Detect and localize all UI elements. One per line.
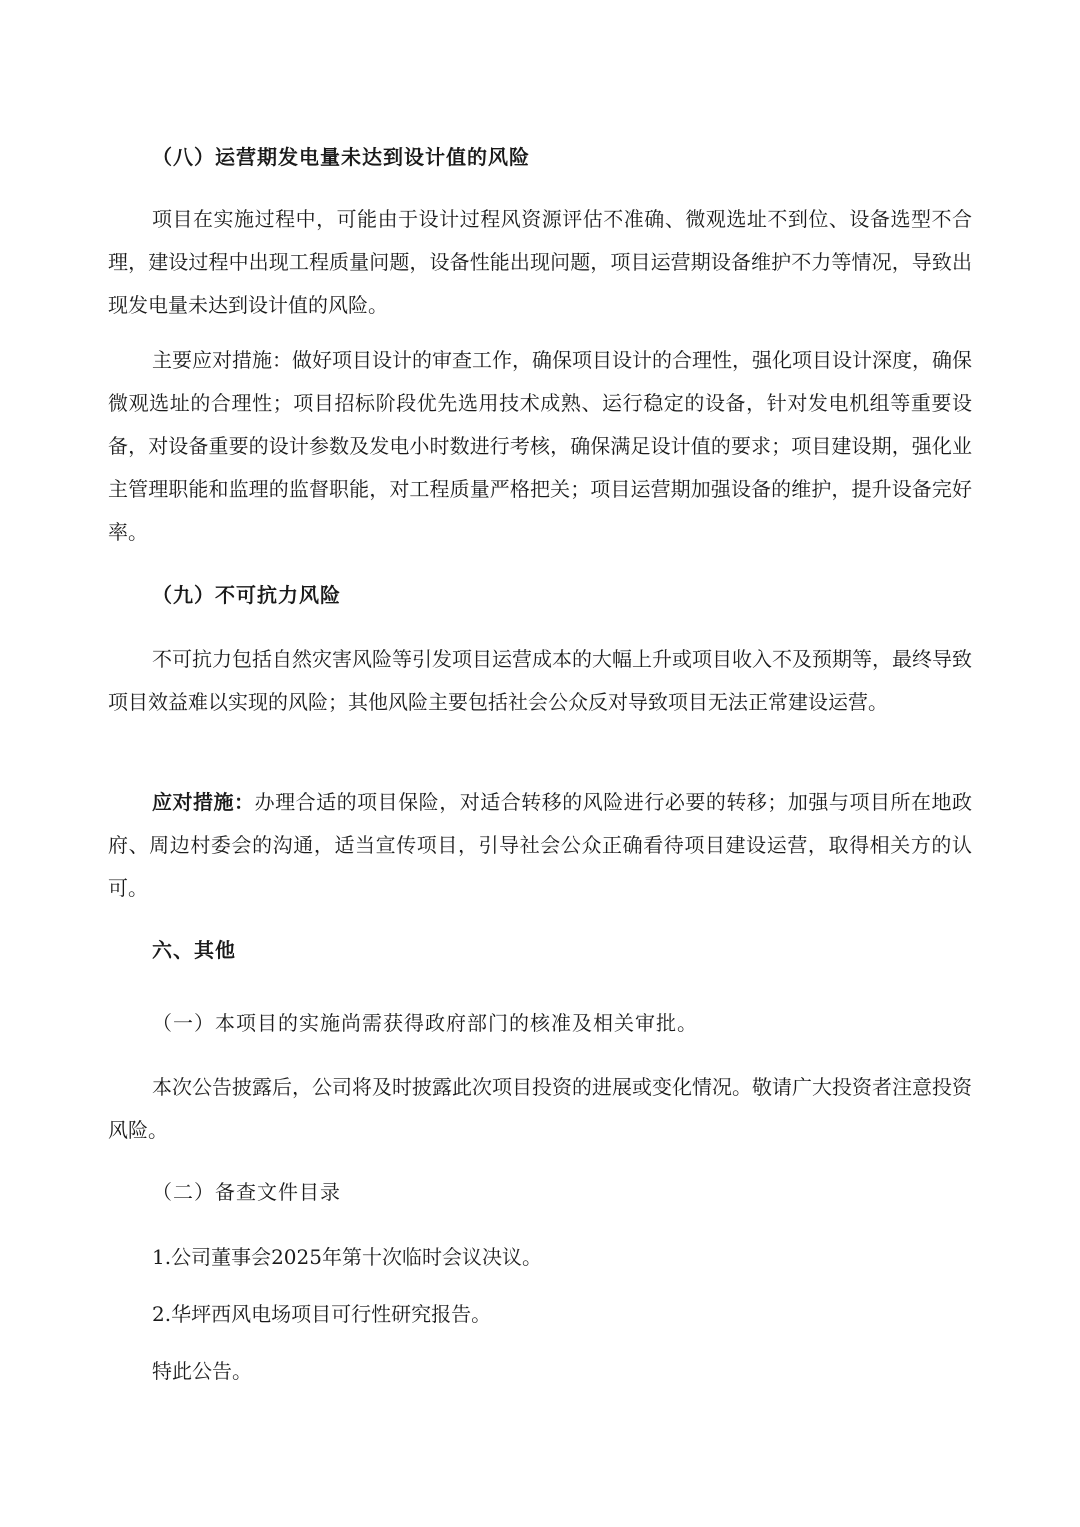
- reference-document-item-1: 1.公司董事会2025年第十次临时会议决议。: [152, 1245, 542, 1269]
- reference-document-item-2: 2.华坪西风电场项目可行性研究报告。: [152, 1302, 492, 1326]
- section-8-paragraph-2: 主要应对措施：做好项目设计的审查工作，确保项目设计的合理性，强化项目设计深度，确保微观选址的合理性；项目招标阶段优先选用技术成熟、运行稳定的设备，针对发电机组等重要设备，对设备重要的设计参数及发电小时数进行考核，确保满足设计值的要求；项目建设期，强化业主管理职能和监理的监督职能，对工程质量严格把关；项目运营期加强设备的维护，提升设备完好率。: [108, 348, 972, 544]
- section-9-heading: （九）不可抗力风险: [152, 583, 341, 607]
- section-8-paragraph-1: 项目在实施过程中，可能由于设计过程风资源评估不准确、微观选址不到位、设备选型不合理，建设过程中出现工程质量问题，设备性能出现问题，项目运营期设备维护不力等情况，导致出现发电量未达到设计值的风险。: [108, 207, 972, 317]
- subsection-2-heading: （二）备查文件目录: [152, 1180, 341, 1204]
- section-9-paragraph-1-text: 不可抗力包括自然灾害风险等引发项目运营成本的大幅上升或项目收入不及预期等，最终导致项目效益难以实现的风险；其他风险主要包括社会公众反对导致项目无法正常建设运营。: [108, 647, 972, 714]
- section-8-heading: （八）运营期发电量未达到设计值的风险: [152, 145, 530, 169]
- section-6-heading: 六、其他: [152, 938, 236, 962]
- section-9-paragraph-1: [108, 638, 972, 724]
- measures-label: 应对措施：: [152, 790, 255, 814]
- closing-statement: 特此公告。: [152, 1359, 252, 1383]
- section-9-measures: [108, 781, 972, 910]
- measures-text: 办理合适的项目保险，对适合转移的风险进行必要的转移；加强与项目所在地政府、周边村委会的沟通，适当宣传项目，引导社会公众正确看待项目建设运营，取得相关方的认可。: [108, 790, 973, 900]
- announcement-paragraph: 本次公告披露后，公司将及时披露此次项目投资的进展或变化情况。敬请广大投资者注意投资风险。: [108, 1075, 972, 1142]
- subsection-1-heading: （一）本项目的实施尚需获得政府部门的核准及相关审批。: [152, 1011, 698, 1035]
